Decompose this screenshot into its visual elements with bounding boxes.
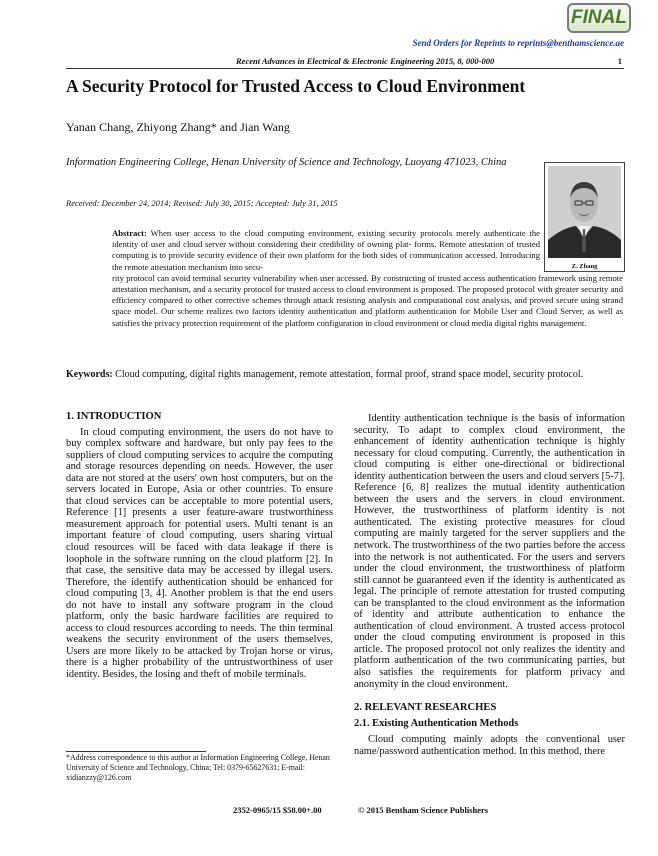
received-dates: Received: December 24, 2014; Revised: July 30, 2015; Accepted: July 31, 2015 [66,198,338,208]
keywords [66,369,623,382]
auth-methods-paragraph: Cloud computing mainly adopts the conventional user name/password authentication method. In this method, there [354,734,625,757]
correspondence-footnote: *Address correspondence to this author at Information Engineering College, Henan University of Science and Technology, China; Tel: 0379-65627631; E-mail: xidianzzy@126.com [66,753,330,783]
author-list: Yanan Chang, Zhiyong Zhang* and Jian Wang [66,120,290,134]
footnote-rule [66,751,206,752]
abstract-line-2: authenticate the identity of user and cloud server without considering their credibility of owning plat- [112,228,540,250]
author-photo-caption: Z. Zhang [571,263,598,270]
abstract-line-4: for the both sides of communication accessed. Introducing the remote attestation mechanism into secu- [112,250,540,272]
send-orders-line: Send Orders for Reprints to reprints@benthamscience.ae [412,38,624,48]
keywords-label: Keywords: [66,369,113,380]
page-number: 1 [617,56,622,66]
intro-paragraph: In cloud computing environment, the users do not have to buy complex software and hardware, but only pay fees to the suppliers of cloud computing services to acquire the computing and storage resources depending on needs. However, the user data are not stored at the users' own host computers, but on the servers located in Europe, Asia or other countries. To ensure that cloud services can be acceptable to more potential users, Reference [1] presents a user feature-aware trustworthiness measurement approach for potential users. Multi tenant is an important feature of cloud computing, users sharing virtual cloud resources will be faced with data leakage if there is loophole in the software running on the cloud platform [2]. In that case, the sensitive data may be accessed by illegal users. Therefore, the identify authentication should be enhanced for cloud computing [3, 4]. Another problem is that the end users do not have to install any software program in the cloud platform, only the basic hardware facilities are required to access to cloud resources according to needs. The thin terminal weakens the security environment of the users themselves, Users are more likely to be attacked by Trojan horse or virus, there is a higher probability of the untrustworthiness of user identity. Besides, the losing and theft of mobile terminals. [66,426,333,681]
article-title: A Security Protocol for Trusted Access to Cloud Environment [66,76,526,96]
abstract [112,228,623,329]
identity-auth-paragraph: Identity authentication technique is the basis of information security. To adapt to complex cloud environment, the enhancement of identity authentication technique is highly necessary for cloud computing. Currently, the authentication in cloud computing is either one-directional or bidirectional identity authentication between the users and cloud servers [5-7]. Reference [6, 8] realizes the mutual identity authentication between the users and the servers in cloud environment. However, the trustworthiness of platform identity is not authenticated. The existing protective measures for cloud computing are mainly targeted for the server suppliers and the network. The trustworthiness of the two parties before the access into the network is not authenticated. For the users and servers under the cloud environment, the trustworthiness of platform still cannot be guaranteed even if the identity is authenticated as legal. The principle of remote attestation for trusted computing can be transplanted to the cloud environment as the information of identity and attribute authentication to enhance the authentication of cloud environment. A trusted access protocol under the cloud computing environment is proposed in this article. The proposed protocol not only realizes the identity and platform authentication of the two communicating parties, but also satisfies the requirements for platform privacy and anonymity in the cloud environment. [354,413,625,690]
keywords-text: Cloud computing, digital rights management, remote attestation, formal proof, strand space model, security protocol. [115,369,584,380]
issn-price: 2352-0965/15 $58.00+.00 [233,805,322,815]
right-column [354,413,625,757]
left-column [66,411,333,681]
abstract-label: Abstract: [112,228,147,238]
final-badge: FINAL [567,3,631,33]
publisher-copyright: © 2015 Bentham Science Publishers [358,805,489,815]
abstract-body: rity protocol can avoid terminal security vulnerability when user accessed. By constructing of trusted access authentication framework using remote attestation mechanism, and a security protocol for trusted access to cloud environment is proposed. The proposed protocol with greater security and efficiency compared to other corrective schemes through attack resisting analysis and computational cost analysis, and proved secure using strand space model. Our scheme realizes two factors identity authentication and platform authentication for Mobile User and Cloud Server, as well as satisfies the privacy protection requirement of the platform configuration in cloud environment or cloud media digital rights management. [112,272,623,328]
abstract-opening [112,228,540,273]
journal-citation: Recent Advances in Electrical & Electronic Engineering 2015, 8, 000-000 [236,56,495,66]
abstract-line-3: forms. Remote attestation of trusted computing is to provide security evidence of their own platform [112,239,541,261]
subsection-heading-auth-methods: 2.1. Existing Authentication Methods [354,717,519,729]
header-rule [66,68,624,69]
abstract-line-1: When user access to the cloud computing environment, existing security protocols merely [150,228,481,238]
affiliation: Information Engineering College, Henan University of Science and Technology, Luoyang 471023, China [66,157,507,168]
section-heading-introduction: 1. INTRODUCTION [66,411,162,422]
section-heading-relevant-researches: 2. RELEVANT RESEARCHES [354,702,497,714]
